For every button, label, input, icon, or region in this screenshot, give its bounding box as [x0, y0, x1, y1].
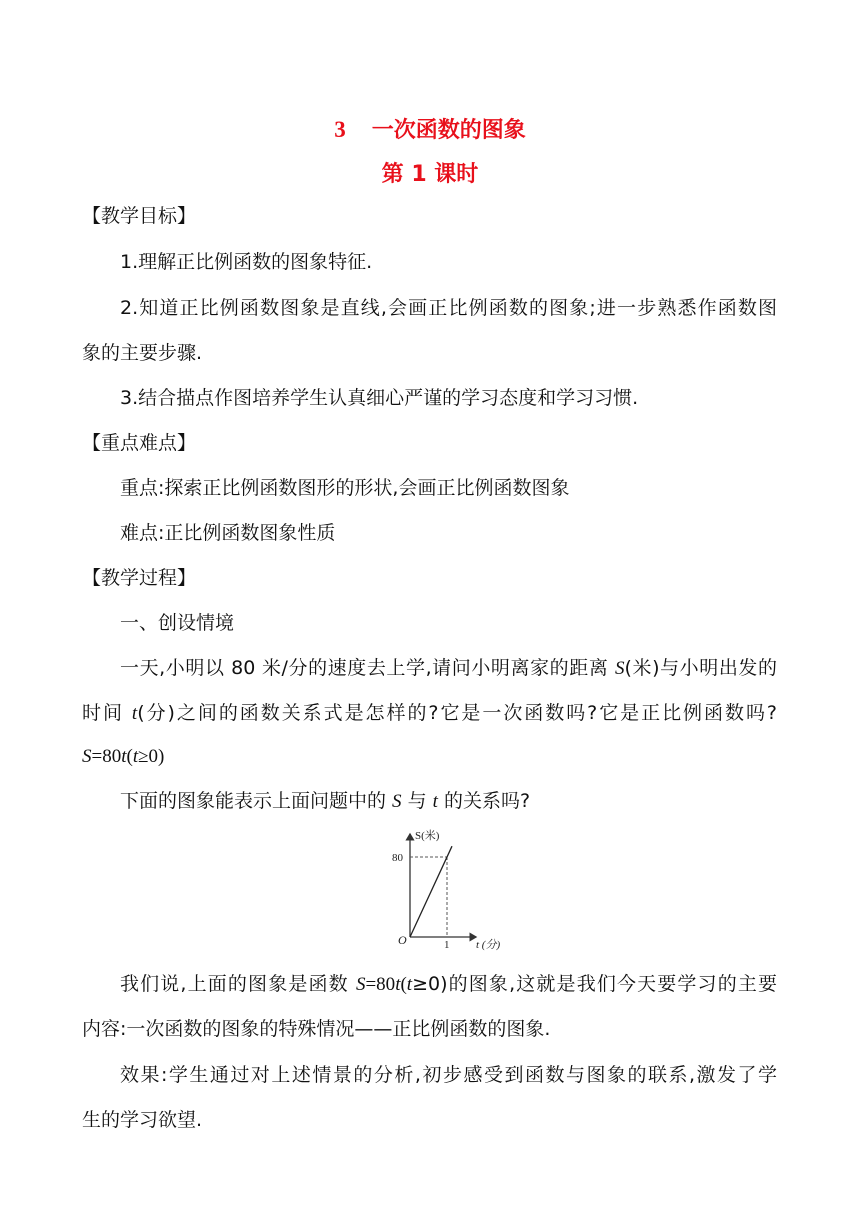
conclusion-line-2: 内容:一次函数的图象的特殊情况——正比例函数的图象.	[82, 1018, 551, 1040]
goal-1: 1.理解正比例函数的图象特征.	[120, 251, 373, 273]
effect-line-2: 生的学习欲望.	[82, 1109, 203, 1131]
goal-2-line-1: 2.知道正比例函数图象是直线,会画正比例函数的图象;进一步熟悉作函数图	[120, 297, 777, 319]
goal-2-line-2: 象的主要步骤.	[82, 342, 203, 364]
series-line	[410, 846, 452, 937]
difficult-point: 难点:正比例函数图象性质	[120, 522, 336, 544]
scenario-line-1: 一天,小明以 80 米/分的速度去上学,请问小明离家的距离 S(米)与小明出发的	[120, 657, 777, 679]
section-heading-process: 【教学过程】	[82, 567, 197, 589]
section-heading-goals: 【教学目标】	[82, 205, 197, 227]
conclusion-line-1: 我们说,上面的图象是函数 S=80t(t≥0)的图象,这就是我们今天要学习的主要	[120, 973, 777, 995]
section-heading-key-points: 【重点难点】	[82, 432, 197, 454]
goal-3: 3.结合描点作图培养学生认真细心严谨的学习态度和学习习惯.	[120, 387, 639, 409]
lesson-title-text: 一次函数的图象	[371, 118, 526, 143]
lesson-title	[0, 113, 860, 144]
x-axis-label: t (分)	[476, 939, 501, 951]
step-heading: 一、创设情境	[120, 612, 235, 634]
function-formula: S=80t(t≥0)	[82, 746, 165, 767]
scenario-line-2: 时间 t(分)之间的函数关系式是怎样的?它是一次函数吗?它是正比例函数吗?	[82, 702, 777, 724]
effect-line-1: 效果:学生通过对上述情景的分析,初步感受到函数与图象的联系,激发了学	[120, 1064, 777, 1086]
origin-label: O	[398, 933, 407, 947]
function-graph	[380, 826, 520, 956]
x-tick-label: 1	[444, 939, 450, 951]
lesson-subtitle: 第 1 课时	[381, 162, 479, 187]
key-point: 重点:探索正比例函数图形的形状,会画正比例函数图象	[120, 477, 570, 499]
y-axis-label: S(米)	[415, 830, 440, 842]
lesson-number: 3	[334, 117, 346, 142]
graph-question: 下面的图象能表示上面问题中的 S 与 t 的关系吗?	[120, 790, 531, 812]
y-tick-label: 80	[392, 852, 403, 864]
